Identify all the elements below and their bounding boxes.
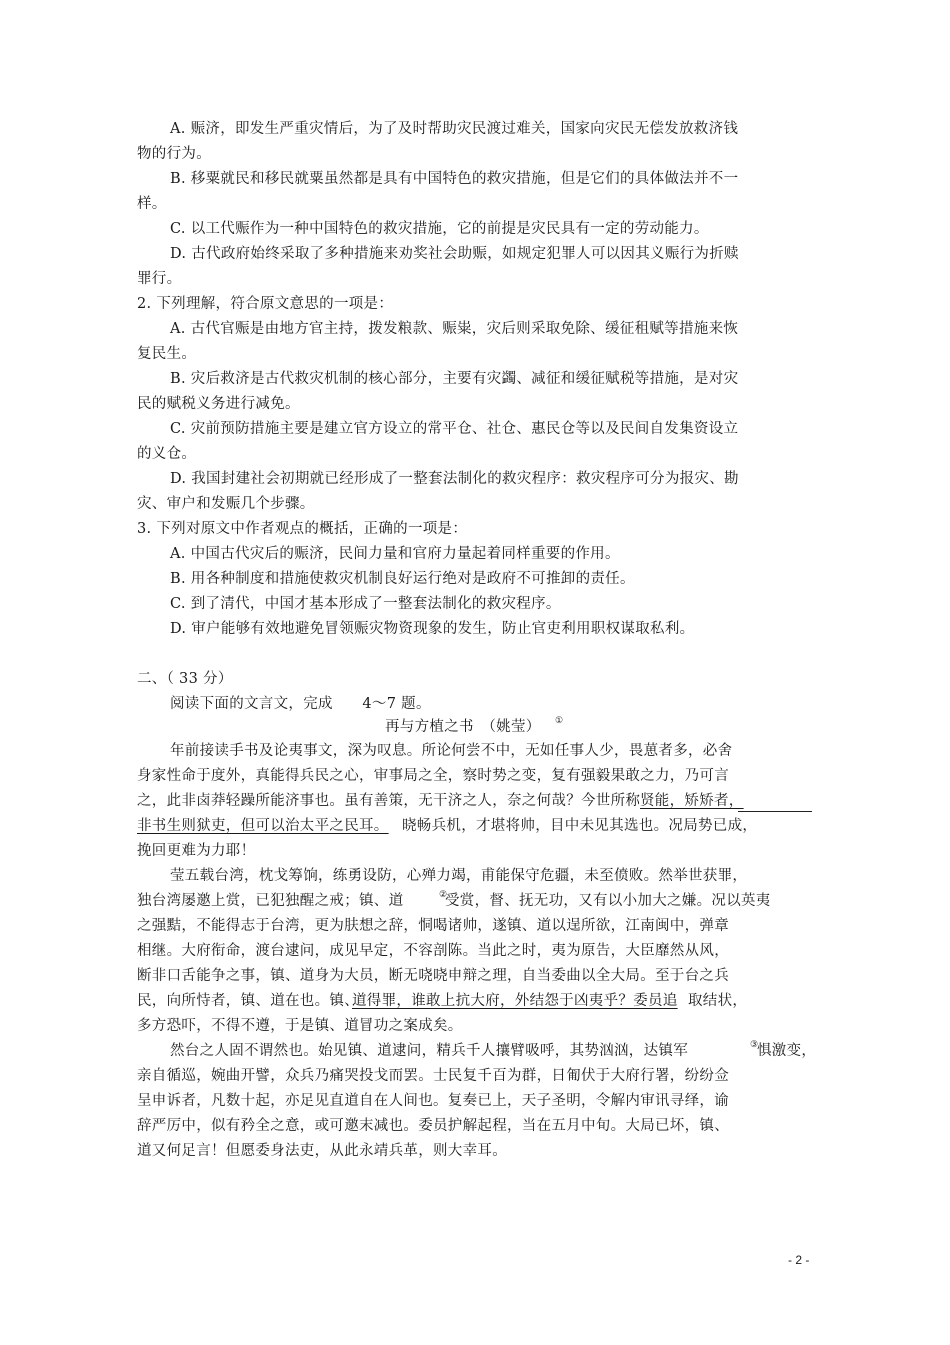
page-number: - 2 - [788, 1253, 810, 1267]
para2-line-6c: 取结状， [688, 993, 748, 1009]
q2-option-b-line-1: B. 灾后救济是古代救灾机制的核心部分，主要有灾蠲、减征和缓征赋税等措施，是对灾 [170, 371, 739, 387]
para3-line-4: 辞严厉中，似有矜全之意，或可邀末减也。委员护解起程，当在五月中旬。大局已坏，镇、 [137, 1118, 729, 1134]
para2-line-6a: 民，向所恃者，镇、道在也。镇、 [137, 993, 359, 1009]
option-d-line-1: D. 古代政府始终采取了多种措施来劝奖社会助赈，如规定犯罪人可以因其义赈行为折赎 [170, 246, 739, 262]
para1-line-3b-underlined: 贤能，矫矫者， [640, 793, 744, 809]
para1-line-4a-underlined: 非书生则狱吏，但可以治太平之民耳。 [137, 818, 389, 834]
q2-option-b-line-2: 民的赋税义务进行减免。 [137, 396, 300, 412]
footnote-marker-1: ① [555, 716, 564, 726]
para3-line-2: 亲自循巡，婉曲开譬，众兵乃痛哭投戈而罢。士民复千百为群，日匍伏于大府行署，纷纷佥 [137, 1068, 729, 1084]
underline-extension [738, 811, 812, 812]
reading-instruction: 阅读下面的文言文，完成 4～7 题。 [170, 696, 431, 712]
q2-option-d-line-1: D. 我国封建社会初期就已经形成了一整套法制化的救灾程序：救灾程序可分为报灾、勘 [170, 471, 739, 487]
question-3: 3. 下列对原文中作者观点的概括，正确的一项是： [137, 521, 468, 537]
option-b-line-1: B. 移粟就民和移民就粟虽然都是具有中国特色的救灾措施，但是它们的具体做法并不一 [170, 171, 739, 187]
para2-line-6b-underlined: 道得罪，谁敢上抗大府，外结怨于凶夷乎？委员追 [352, 993, 678, 1009]
q2-option-c-line-2: 的义仓。 [137, 446, 197, 462]
option-d-line-2: 罪行。 [137, 271, 182, 287]
option-a-line-2: 物的行为。 [137, 146, 211, 162]
q2-option-c-line-1: C. 灾前预防措施主要是建立官方设立的常平仓、社仓、惠民仓等以及民间自发集资设立 [170, 421, 739, 437]
q2-option-a-line-2: 复民生。 [137, 346, 197, 362]
q2-option-a-line-1: A. 古代官赈是由地方官主持，拨发粮款、赈粜，灾后则采取免除、缓征租赋等措施来恢 [170, 321, 739, 337]
question-2: 2. 下列理解，符合原文意思的一项是： [137, 296, 394, 312]
para2-line-3: 之强黠，不能得志于台湾，更为肤想之辞，恫喝诸帅，遂镇、道以逞所欲，江南闽中，弹章 [137, 918, 729, 934]
passage-title: 再与方植之书 （姚莹） [385, 719, 541, 735]
para2-line-4: 相继。大府衔命，渡台逮问，成见早定，不容剖陈。当此之时，夷为原告，大臣靡然从风， [137, 943, 729, 959]
para2-line-2a: 独台湾屡邀上赏，已犯独醒之戒；镇、道 [137, 893, 404, 909]
footnote-marker-3: ③ [750, 1040, 759, 1050]
para3-line-1a: 然台之人固不谓然也。始见镇、道逮问，精兵千人攘臂吸呼，其势汹汹，达镇军 [170, 1043, 688, 1059]
para1-line-5: 挽回更难为力耶！ [137, 843, 256, 859]
para2-line-2b: 受赏，督、抚无功，又有以小加大之嫌。况以英夷 [445, 893, 771, 909]
q3-option-d: D. 审户能够有效地避免冒领赈灾物资现象的发生，防止官吏利用职权谋取私利。 [170, 621, 695, 637]
option-c-line: C. 以工代赈作为一种中国特色的救灾措施，它的前提是灾民具有一定的劳动能力。 [170, 221, 709, 237]
section-2-heading: 二、（ 33 分） [137, 671, 233, 687]
para1-line-4b: 晓畅兵机，才堪将帅，目中未见其选也。况局势已成， [402, 818, 758, 834]
para2-line-5: 断非口舌能争之事，镇、道身为大员，断无哓哓申辩之理，自当委曲以全大局。至于台之兵 [137, 968, 729, 984]
footnote-marker-2: ② [439, 890, 448, 900]
q3-option-a: A. 中国古代灾后的赈济，民间力量和官府力量起着同样重要的作用。 [170, 546, 620, 562]
q3-option-c: C. 到了清代，中国才基本形成了一整套法制化的救灾程序。 [170, 596, 561, 612]
para3-line-5: 道又何足言！但愿委身法吏，从此永靖兵革，则大幸耳。 [137, 1143, 507, 1159]
para1-line-1: 年前接读手书及论夷事文，深为叹息。所论何尝不中，无如任事人少，畏葸者多，必舍 [170, 743, 733, 759]
para2-line-7: 多方恐吓，不得不遵，于是镇、道冒功之案成矣。 [137, 1018, 463, 1034]
para3-line-1b: 惧激变， [757, 1043, 817, 1059]
q3-option-b: B. 用各种制度和措施使救灾机制良好运行绝对是政府不可推卸的责任。 [170, 571, 635, 587]
para2-line-1: 莹五载台湾，枕戈筹饷，练勇设防，心殚力竭，甫能保守危疆，未至偾败。然举世获罪， [170, 868, 748, 884]
para1-line-2: 身家性命于度外，真能得兵民之心，审事局之全，察时势之变，复有强毅果敢之力，乃可言 [137, 768, 729, 784]
option-a-line-1: A. 赈济，即发生严重灾情后，为了及时帮助灾民渡过难关，国家向灾民无偿发放救济钱 [170, 121, 739, 137]
q2-option-d-line-2: 灾、审户和发赈几个步骤。 [137, 496, 315, 512]
para1-line-3a: 之，此非卤莽轻躁所能济事也。虽有善策，无干济之人，奈之何哉？今世所称 [137, 793, 641, 809]
option-b-line-2: 样。 [137, 196, 167, 212]
para3-line-3: 呈申诉者，凡数十起，亦足见直道自在人间也。复奏已上，天子圣明，令解内审讯寻绎，谕 [137, 1093, 729, 1109]
